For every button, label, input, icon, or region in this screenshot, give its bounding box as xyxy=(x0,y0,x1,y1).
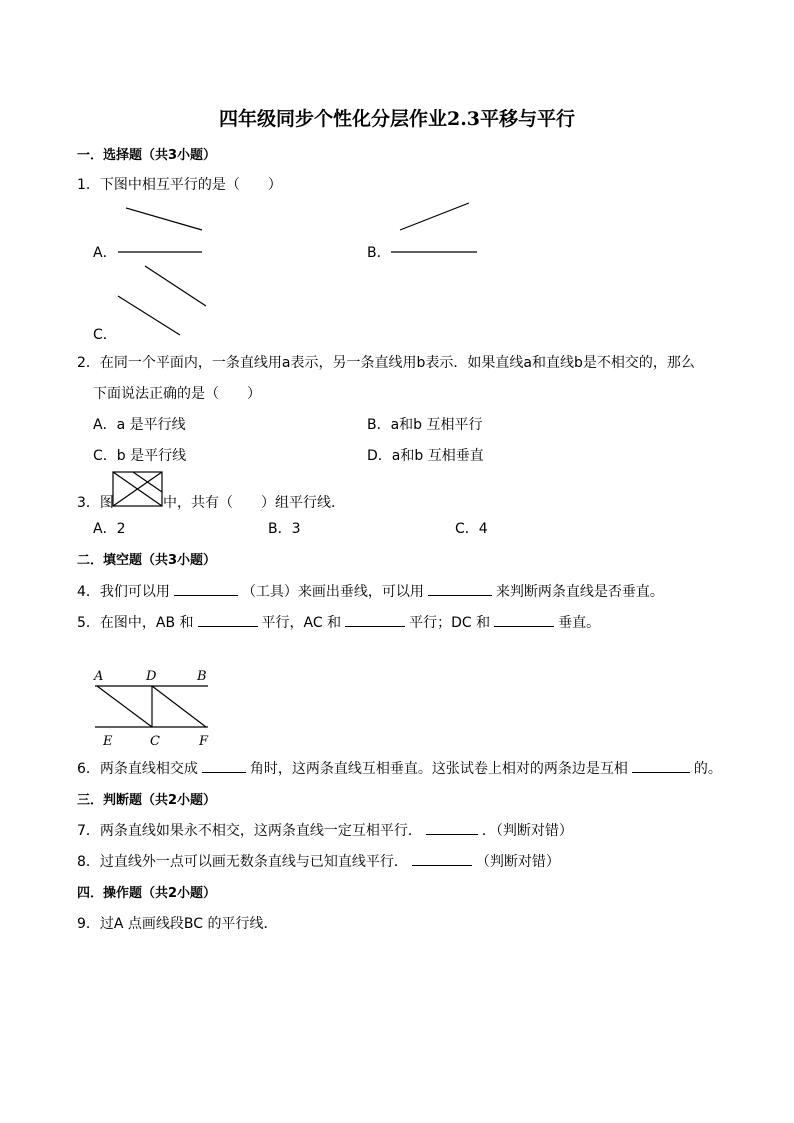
section-heading-fill: 二．填空题（共3小题） xyxy=(77,553,217,568)
q3-option-c: C．4 xyxy=(455,521,488,537)
q6-part-1: 6．两条直线相交成 xyxy=(77,761,198,777)
q5-label-f: F xyxy=(199,734,209,749)
question-9: 9．过A 点画线段BC 的平行线． xyxy=(77,916,278,932)
q8-text: 8．过直线外一点可以画无数条直线与已知直线平行． xyxy=(77,854,408,870)
q2-option-c: C．b 是平行线 xyxy=(93,448,187,464)
page-title: 四年级同步个性化分层作业2.3平移与平行 xyxy=(218,108,576,130)
q5-part-3: 平行；DC 和 xyxy=(409,615,491,631)
q6-blank-1[interactable] xyxy=(202,758,246,773)
q7-tail: ．（判断对错） xyxy=(481,823,573,839)
q8-blank[interactable] xyxy=(412,851,472,866)
q5-line-ac xyxy=(97,686,152,727)
q5-line-df xyxy=(152,686,206,727)
section-heading-choice: 一．选择题（共3小题） xyxy=(77,148,217,163)
q3-option-b: B．3 xyxy=(268,521,301,537)
q7-text: 7．两条直线如果永不相交，这两条直线一定互相平行． xyxy=(77,823,422,839)
q2-option-d: D．a和b 互相垂直 xyxy=(367,448,484,464)
question-3-pre: 3．图 xyxy=(77,495,114,511)
q5-part-4: 垂直。 xyxy=(558,615,601,631)
q5-label-e: E xyxy=(103,734,113,749)
question-1-stem: 1．下图中相互平行的是（ ） xyxy=(77,177,282,193)
question-2-line1: 2．在同一个平面内，一条直线用a表示，另一条直线用b表示．如果直线a和直线b是不相交的，那么 xyxy=(77,355,695,371)
q5-label-b: B xyxy=(197,669,207,684)
question-2-line2: 下面说法正确的是（ ） xyxy=(93,386,261,402)
q2-option-a: A．a 是平行线 xyxy=(93,417,186,433)
q1-option-c-label: C． xyxy=(93,327,117,343)
q1-option-a-label: A． xyxy=(93,245,117,261)
q6-blank-2[interactable] xyxy=(632,758,690,773)
q5-label-a: A xyxy=(94,669,104,684)
q3-option-a: A．2 xyxy=(93,521,126,537)
q6-part-3: 的。 xyxy=(693,761,722,777)
q4-part-1: 4．我们可以用 xyxy=(77,584,170,600)
q2-option-b: B．a和b 互相平行 xyxy=(367,417,483,433)
question-7 xyxy=(77,820,573,840)
section-heading-judge: 三．判断题（共2小题） xyxy=(77,793,217,808)
q1-option-b-label: B． xyxy=(367,245,391,261)
q4-part-3: 来判断两条直线是否垂直。 xyxy=(495,584,664,600)
q8-tail: （判断对错） xyxy=(475,854,560,870)
q7-blank[interactable] xyxy=(426,820,478,835)
question-3-post: 中，共有（ ）组平行线． xyxy=(163,495,345,511)
q5-part-1: 5．在图中，AB 和 xyxy=(77,615,194,631)
section-heading-operation: 四．操作题（共2小题） xyxy=(77,886,217,901)
q5-part-2: 平行，AC 和 xyxy=(261,615,342,631)
q5-label-d: D xyxy=(146,669,157,684)
q5-label-c: C xyxy=(150,734,160,749)
question-8 xyxy=(77,851,560,871)
q4-part-2: （工具）来画出垂线，可以用 xyxy=(241,584,424,600)
question-6 xyxy=(77,758,722,778)
q6-part-2: 角时，这两条直线互相垂直。这张试卷上相对的两条边是互相 xyxy=(249,761,628,777)
